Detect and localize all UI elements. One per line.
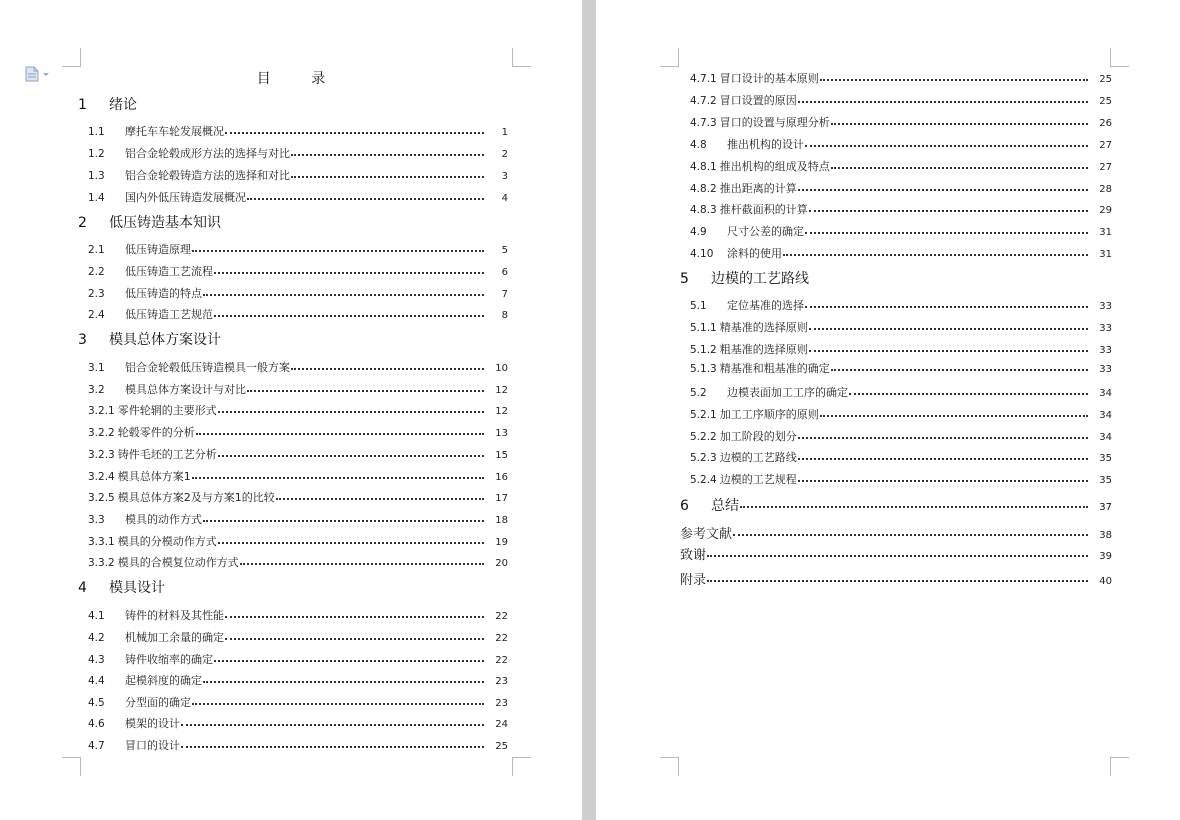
toc-entry-number: 5.2.2	[690, 431, 717, 443]
toc-entry-text: 轮毂零件的分析	[117, 426, 195, 439]
toc-entry-text: 冒口的设置与原理分析	[719, 116, 830, 129]
toc-entry[interactable]	[680, 70, 1112, 86]
toc-leader-dots	[798, 437, 1088, 439]
toc-entry-text: 模具总体方案1	[117, 470, 191, 483]
toc-entry-text: 定位基准的选择	[727, 299, 804, 312]
toc-leader-dots	[831, 123, 1088, 125]
toc-entry-page: 24	[495, 719, 508, 730]
toc-entry[interactable]	[78, 94, 508, 114]
toc-entry-page: 31	[1099, 249, 1112, 260]
toc-entry-text: 推出机构的组成及特点	[719, 160, 830, 173]
toc-entry-number: 4.7.2	[690, 95, 717, 107]
toc-entry-page: 27	[1099, 140, 1112, 151]
toc-leader-dots	[240, 563, 484, 565]
toc-entry[interactable]	[78, 167, 508, 183]
toc-entry-number: 4.7.1	[690, 73, 717, 85]
toc-entry-number: 5.1	[690, 300, 707, 312]
toc-entry-number: 2.3	[88, 288, 105, 300]
toc-entry[interactable]	[78, 511, 508, 527]
toc-entry-number: 3.3	[88, 514, 105, 526]
toc-entry[interactable]	[680, 495, 1112, 515]
toc-entry-text: 铝合金轮毂铸造方法的选择和对比	[125, 169, 290, 182]
toc-entry-page: 33	[1099, 323, 1112, 334]
page-gutter	[582, 0, 596, 820]
toc-entry-text: 模具的分模动作方式	[117, 535, 217, 548]
toc-entry-page: 25	[1099, 96, 1112, 107]
toc-entry-number: 4.7	[88, 740, 105, 752]
toc-entry-number: 2.1	[88, 244, 105, 256]
toc-entry-page: 34	[1099, 388, 1112, 399]
toc-entry[interactable]	[680, 360, 1112, 376]
toc-entry-number: 5	[680, 271, 689, 287]
toc-entry-page: 3	[501, 171, 508, 182]
toc-leader-dots	[783, 254, 1088, 256]
toc-entry-page: 13	[495, 428, 508, 439]
toc-leader-dots	[809, 328, 1088, 330]
toc-entry-page: 22	[495, 633, 508, 644]
toc-entry[interactable]	[680, 523, 1112, 542]
toc-entry-text: 机械加工余量的确定	[125, 631, 224, 644]
toc-leader-dots	[707, 555, 1088, 557]
toc-entry-page: 23	[495, 676, 508, 687]
toc-entry-text: 分型面的确定	[125, 696, 191, 709]
toc-entry-number: 3.2.3	[88, 449, 115, 461]
toc-leader-dots	[218, 455, 484, 457]
toc-leader-dots	[203, 681, 484, 683]
toc-entry[interactable]	[680, 384, 1112, 400]
toc-entry[interactable]	[78, 145, 508, 161]
crop-mark-bottom-left	[660, 757, 679, 776]
toc-entry-text: 加工工序顺序的原则	[719, 408, 819, 421]
toc-leader-dots	[831, 369, 1088, 371]
toc-entry[interactable]	[78, 715, 508, 731]
toc-entry-number: 4.8.1	[690, 161, 717, 173]
toc-entry-page: 33	[1099, 301, 1112, 312]
toc-entry-text: 低压铸造工艺流程	[125, 265, 213, 278]
toc-entry-page: 1	[501, 127, 508, 138]
toc-entry[interactable]	[680, 158, 1112, 174]
toc-entry[interactable]	[78, 359, 508, 375]
toc-entry[interactable]	[78, 607, 508, 623]
toc-entry-text: 摩托车车轮发展概况	[125, 125, 224, 138]
toc-entry-number: 4.2	[88, 632, 105, 644]
toc-entry-text: 推出机构的设计	[727, 138, 804, 151]
toc-entry[interactable]	[680, 341, 1112, 357]
toc-entry-number: 1.2	[88, 148, 105, 160]
toc-entry-number: 6	[680, 498, 689, 514]
toc-entry-page: 12	[495, 406, 508, 417]
toc-leader-dots	[247, 390, 484, 392]
toc-entry[interactable]	[680, 180, 1112, 196]
toc-entry-text: 推出距离的计算	[719, 182, 797, 195]
toc-entry-page: 33	[1099, 345, 1112, 356]
toc-leader-dots	[805, 232, 1088, 234]
toc-leader-dots	[214, 272, 484, 274]
toc-entry-text: 模具总体方案设计与对比	[125, 383, 246, 396]
toc-entry-text: 起模斜度的确定	[125, 674, 202, 687]
toc-entry-page: 26	[1099, 118, 1112, 129]
toc-entry[interactable]	[680, 569, 1112, 588]
toc-entry-page: 12	[495, 385, 508, 396]
toc-entry[interactable]	[680, 245, 1112, 261]
toc-entry[interactable]	[78, 533, 508, 549]
toc-entry-number: 2.4	[88, 309, 105, 321]
toc-entry[interactable]	[680, 268, 1112, 288]
toc-leader-dots	[192, 250, 484, 252]
toc-entry[interactable]	[78, 329, 508, 349]
toc-entry-number: 3.2.5	[88, 492, 115, 504]
toc-entry-text: 铝合金轮毂成形方法的选择与对比	[125, 147, 290, 160]
toc-entry[interactable]	[78, 554, 508, 570]
toc-entry-number: 5.1.1	[690, 322, 717, 334]
toc-entry-page: 34	[1099, 432, 1112, 443]
toc-entry-number: 5.2.1	[690, 409, 717, 421]
toc-entry-number: 5.2.4	[690, 474, 717, 486]
toc-entry-text: 铸件收缩率的确定	[125, 653, 213, 666]
toc-leader-dots	[291, 154, 484, 156]
toc-entry-text: 边模表面加工工序的确定	[727, 386, 848, 399]
toc-leader-dots	[831, 167, 1088, 169]
toc-entry-text: 低压铸造原理	[125, 243, 191, 256]
toc-entry[interactable]	[680, 201, 1112, 217]
toc-leader-dots	[225, 638, 484, 640]
toc-entry-text: 致谢	[680, 548, 707, 563]
toc-leader-dots	[214, 315, 484, 317]
toc-entry-text: 模具总体方案设计	[109, 332, 221, 348]
toc-entry-page: 16	[495, 472, 508, 483]
toc-entry-text: 铸件的材料及其性能	[125, 609, 224, 622]
toc-entry-number: 4.8	[690, 139, 707, 151]
toc-entry-text: 参考文献	[680, 527, 733, 542]
toc-leader-dots	[203, 294, 484, 296]
toc-entry-number: 4.5	[88, 697, 105, 709]
toc-leader-dots	[225, 132, 484, 134]
toc-entry-text: 精基准和粗基准的确定	[719, 362, 830, 375]
toc-leader-dots	[181, 724, 484, 726]
toc-leader-dots	[805, 306, 1088, 308]
toc-leader-dots	[809, 210, 1088, 212]
toc-entry-text: 模具设计	[109, 580, 165, 596]
toc-entry-text: 冒口的设计	[125, 739, 180, 752]
toc-entry[interactable]	[78, 263, 508, 279]
toc-entry[interactable]	[680, 136, 1112, 152]
toc-leader-dots	[820, 79, 1088, 81]
toc-entry-text: 推杆截面积的计算	[719, 203, 808, 216]
toc-leader-dots	[733, 534, 1088, 536]
toc-entry[interactable]	[680, 297, 1112, 313]
toc-entry-number: 4.10	[690, 248, 714, 260]
crop-mark-bottom-right	[512, 757, 531, 776]
toc-entry-page: 27	[1099, 162, 1112, 173]
toc-entry-number: 4.1	[88, 610, 105, 622]
toc-entry[interactable]	[78, 306, 508, 322]
toc-entry-number: 3.2	[88, 384, 105, 396]
toc-entry-number: 4	[78, 580, 87, 596]
toc-entry[interactable]	[78, 241, 508, 257]
toc-entry[interactable]	[680, 471, 1112, 487]
toc-entry-page: 8	[501, 310, 508, 321]
toc-entry-number: 3.2.4	[88, 471, 115, 483]
toc-entry-page: 39	[1099, 551, 1112, 562]
toc-entry-number: 3.3.2	[88, 557, 115, 569]
toc-entry-text: 加工阶段的划分	[719, 430, 797, 443]
toc-leader-dots	[798, 101, 1088, 103]
toc-entry[interactable]	[680, 114, 1112, 130]
toc-entry-text: 边模的工艺路线	[711, 271, 809, 287]
toc-entry-number: 4.8.3	[690, 204, 717, 216]
toc-entry[interactable]	[78, 424, 508, 440]
toc-entry-text: 冒口设置的原因	[719, 94, 797, 107]
toc-entry-page: 35	[1099, 475, 1112, 486]
crop-mark-top-right	[512, 48, 531, 67]
toc-entry[interactable]	[680, 449, 1112, 465]
toc-entry-text: 绪论	[109, 97, 137, 113]
toc-leader-dots	[218, 411, 484, 413]
toc-entry-page: 10	[495, 363, 508, 374]
toc-entry-text: 模具总体方案2及与方案1的比较	[117, 491, 275, 504]
toc-entry-page: 7	[501, 289, 508, 300]
toc-entry-number: 3	[78, 332, 87, 348]
toc-leader-dots	[849, 393, 1088, 395]
toc-entry-page: 2	[501, 149, 508, 160]
toc-entry-text: 模架的设计	[125, 717, 180, 730]
left-page	[0, 0, 582, 820]
toc-entry-page: 35	[1099, 453, 1112, 464]
toc-entry-page: 23	[495, 698, 508, 709]
toc-entry-number: 3.3.1	[88, 536, 115, 548]
toc-entry-page: 22	[495, 611, 508, 622]
toc-entry-number: 4.8.2	[690, 183, 717, 195]
toc-entry[interactable]	[78, 468, 508, 484]
toc-leader-dots	[192, 477, 484, 479]
toc-entry-number: 5.2.3	[690, 452, 717, 464]
toc-entry-page: 37	[1099, 502, 1112, 513]
toc-leader-dots	[740, 506, 1088, 508]
toc-leader-dots	[192, 703, 484, 705]
toc-entry-text: 零件轮辋的主要形式	[117, 404, 217, 417]
toc-entry-text: 附录	[680, 573, 707, 588]
toc-entry-page: 6	[501, 267, 508, 278]
toc-entry-page: 19	[495, 537, 508, 548]
toc-entry[interactable]	[680, 406, 1112, 422]
toc-leader-dots	[203, 520, 484, 522]
toc-entry[interactable]	[680, 319, 1112, 335]
toc-leader-dots	[276, 498, 484, 500]
toc-entry-text: 模具的合模复位动作方式	[117, 556, 239, 569]
toc-entry-number: 1.3	[88, 170, 105, 182]
toc-leader-dots	[181, 746, 484, 748]
toc-entry[interactable]	[78, 381, 508, 397]
toc-leader-dots	[225, 616, 484, 618]
toc-entry[interactable]	[78, 577, 508, 597]
toc-entry-text: 冒口设计的基本原则	[719, 72, 819, 85]
toc-leader-dots	[291, 176, 484, 178]
toc-leader-dots	[820, 415, 1088, 417]
toc-entry[interactable]	[78, 737, 508, 753]
toc-leader-dots	[798, 189, 1088, 191]
toc-entry[interactable]	[78, 285, 508, 301]
toc-entry[interactable]	[680, 92, 1112, 108]
toc-leader-dots	[196, 433, 484, 435]
toc-entry-text: 模具的动作方式	[125, 513, 202, 526]
toc-entry-text: 总结	[711, 498, 739, 514]
toc-entry-number: 5.1.2	[690, 344, 717, 356]
toc-entry-number: 4.3	[88, 654, 105, 666]
toc-entry-text: 铝合金轮毂低压铸造模具一般方案	[125, 361, 290, 374]
toc-entry[interactable]	[680, 223, 1112, 239]
toc-entry-text: 涂料的使用	[727, 247, 782, 260]
toc-entry-page: 17	[495, 493, 508, 504]
toc-entry-page: 28	[1099, 184, 1112, 195]
toc-entry-page: 15	[495, 450, 508, 461]
toc-entry-text: 低压铸造基本知识	[109, 215, 221, 231]
toc-entry-text: 国内外低压铸造发展概况	[125, 191, 246, 204]
toc-entry-number: 1	[78, 97, 87, 113]
toc-entry-number: 2	[78, 215, 87, 231]
toc-leader-dots	[291, 368, 484, 370]
toc-entry-page: 29	[1099, 205, 1112, 216]
crop-mark-top-left	[660, 48, 679, 67]
toc-entry[interactable]	[78, 489, 508, 505]
toc-entry-text: 低压铸造工艺规范	[125, 308, 213, 321]
crop-mark-top-right	[1110, 48, 1129, 67]
toc-entry-text: 边模的工艺路线	[719, 451, 797, 464]
toc-entry-number: 5.2	[690, 387, 707, 399]
toc-leader-dots	[798, 458, 1088, 460]
toc-entry-number: 1.1	[88, 126, 105, 138]
toc-entry[interactable]	[680, 428, 1112, 444]
toc-entry-page: 33	[1099, 364, 1112, 375]
toc-leader-dots	[707, 580, 1088, 582]
toc-entry-page: 25	[495, 741, 508, 752]
toc-entry[interactable]	[78, 672, 508, 688]
toc-entry-number: 4.7.3	[690, 117, 717, 129]
toc-entry-page: 31	[1099, 227, 1112, 238]
toc-entry[interactable]	[78, 629, 508, 645]
toc-leader-dots	[218, 542, 484, 544]
toc-entry-text: 铸件毛坯的工艺分析	[117, 448, 217, 461]
toc-entry-number: 4.4	[88, 675, 105, 687]
toc-leader-dots	[809, 350, 1088, 352]
toc-entry-page: 25	[1099, 74, 1112, 85]
toc-entry-page: 20	[495, 558, 508, 569]
toc-entry-page: 22	[495, 655, 508, 666]
toc-entry-text: 低压铸造的特点	[125, 287, 202, 300]
toc-entry-text: 粗基准的选择原则	[719, 343, 808, 356]
toc-entry[interactable]	[78, 694, 508, 710]
crop-mark-bottom-left	[62, 757, 81, 776]
crop-mark-top-left	[62, 48, 81, 67]
toc-entry[interactable]	[78, 446, 508, 462]
toc-entry-number: 3.1	[88, 362, 105, 374]
toc-entry-number: 4.9	[690, 226, 707, 238]
toc-leader-dots	[214, 660, 484, 662]
toc-entry[interactable]	[680, 544, 1112, 563]
toc-entry-number: 2.2	[88, 266, 105, 278]
toc-entry[interactable]	[78, 212, 508, 232]
toc-entry-number: 3.2.2	[88, 427, 115, 439]
toc-entry-text: 尺寸公差的确定	[727, 225, 804, 238]
toc-entry-text: 精基准的选择原则	[719, 321, 808, 334]
toc-entry-page: 18	[495, 515, 508, 526]
toc-entry[interactable]	[78, 189, 508, 205]
toc-entry-text: 边模的工艺规程	[719, 473, 797, 486]
toc-entry[interactable]	[78, 123, 508, 139]
toc-entry-page: 5	[501, 245, 508, 256]
toc-entry-page: 4	[501, 193, 508, 204]
toc-entry-number: 4.6	[88, 718, 105, 730]
toc-entry-number: 3.2.1	[88, 405, 115, 417]
toc-leader-dots	[805, 145, 1088, 147]
toc-entry[interactable]	[78, 402, 508, 418]
crop-mark-bottom-right	[1110, 757, 1129, 776]
toc-leader-dots	[247, 198, 484, 200]
toc-entry-number: 5.1.3	[690, 363, 717, 375]
toc-leader-dots	[798, 480, 1088, 482]
toc-entry-page: 34	[1099, 410, 1112, 421]
toc-entry-page: 40	[1099, 576, 1112, 587]
toc-entry-number: 1.4	[88, 192, 105, 204]
toc-entry[interactable]	[78, 651, 508, 667]
toc-entry-page: 38	[1099, 530, 1112, 541]
toc-title: 目 录	[256, 71, 344, 87]
